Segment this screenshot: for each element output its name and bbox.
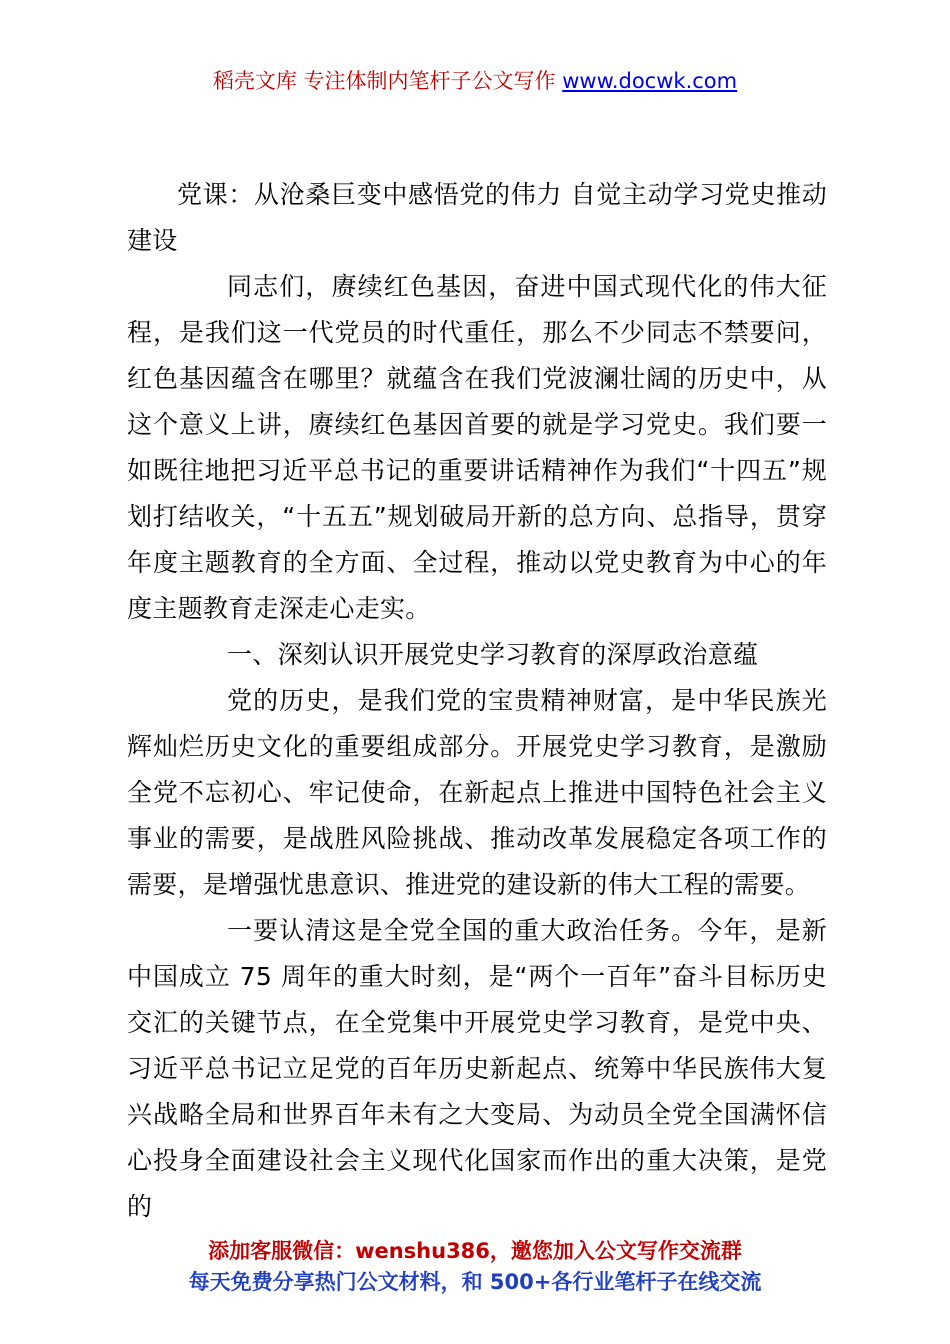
footer-share-note: 每天免费分享热门公文材料，和 500+各行业笔杆子在线交流 — [188, 1270, 762, 1294]
header-site-link[interactable]: www.docwk.com — [562, 69, 738, 93]
page-footer — [0, 1236, 950, 1298]
paragraph-intro: 同志们，赓续红色基因，奋进中国式现代化的伟大征程，是我们这一代党员的时代重任，那么不少同志不禁要问，红色基因蕴含在哪里？就蕴含在我们党波澜壮阔的历史中，从这个意义上讲，赓续红色基因首要的就是学习党史。我们要一如既往地把习近平总书记的重要讲话精神作为我们“十四五”规划打结收关，“十五五”规划破局开新的总方向、总指导，贯穿年度主题教育的全方面、全过程，推动以党史教育为中心的年度主题教育走深走心走实。 — [127, 272, 827, 623]
document-body — [127, 172, 827, 1230]
page-header — [0, 66, 950, 96]
paragraph-political-task: 一要认清这是全党全国的重大政治任务。今年，是新中国成立 75 周年的重大时刻，是“两个一百年”奋斗目标历史交汇的关键节点，在全党集中开展党史学习教育，是党中央、习近平总书记立足党的百年历史新起点、统筹中华民族伟大复兴战略全局和世界百年未有之大变局、为动员全党全国满怀信心投身全面建设社会主义现代化国家而作出的重大决策，是党的 — [127, 916, 827, 1221]
paragraph-party-history: 党的历史，是我们党的宝贵精神财富，是中华民族光辉灿烂历史文化的重要组成部分。开展党史学习教育，是激励全党不忘初心、牢记使命，在新起点上推进中国特色社会主义事业的需要，是战胜风险挑战、推动改革发展稳定各项工作的需要，是增强忧患意识、推进党的建设新的伟大工程的需要。 — [127, 686, 827, 899]
document-title: 党课：从沧桑巨变中感悟党的伟力 自觉主动学习党史推动建设 — [127, 180, 827, 255]
footer-wechat-invite: 添加客服微信：wenshu386，邀您加入公文写作交流群 — [208, 1239, 742, 1263]
section-heading-1: 一、深刻认识开展党史学习教育的深厚政治意蕴 — [227, 640, 759, 669]
header-brand-text: 稻壳文库 专注体制内笔杆子公文写作 — [212, 69, 563, 93]
